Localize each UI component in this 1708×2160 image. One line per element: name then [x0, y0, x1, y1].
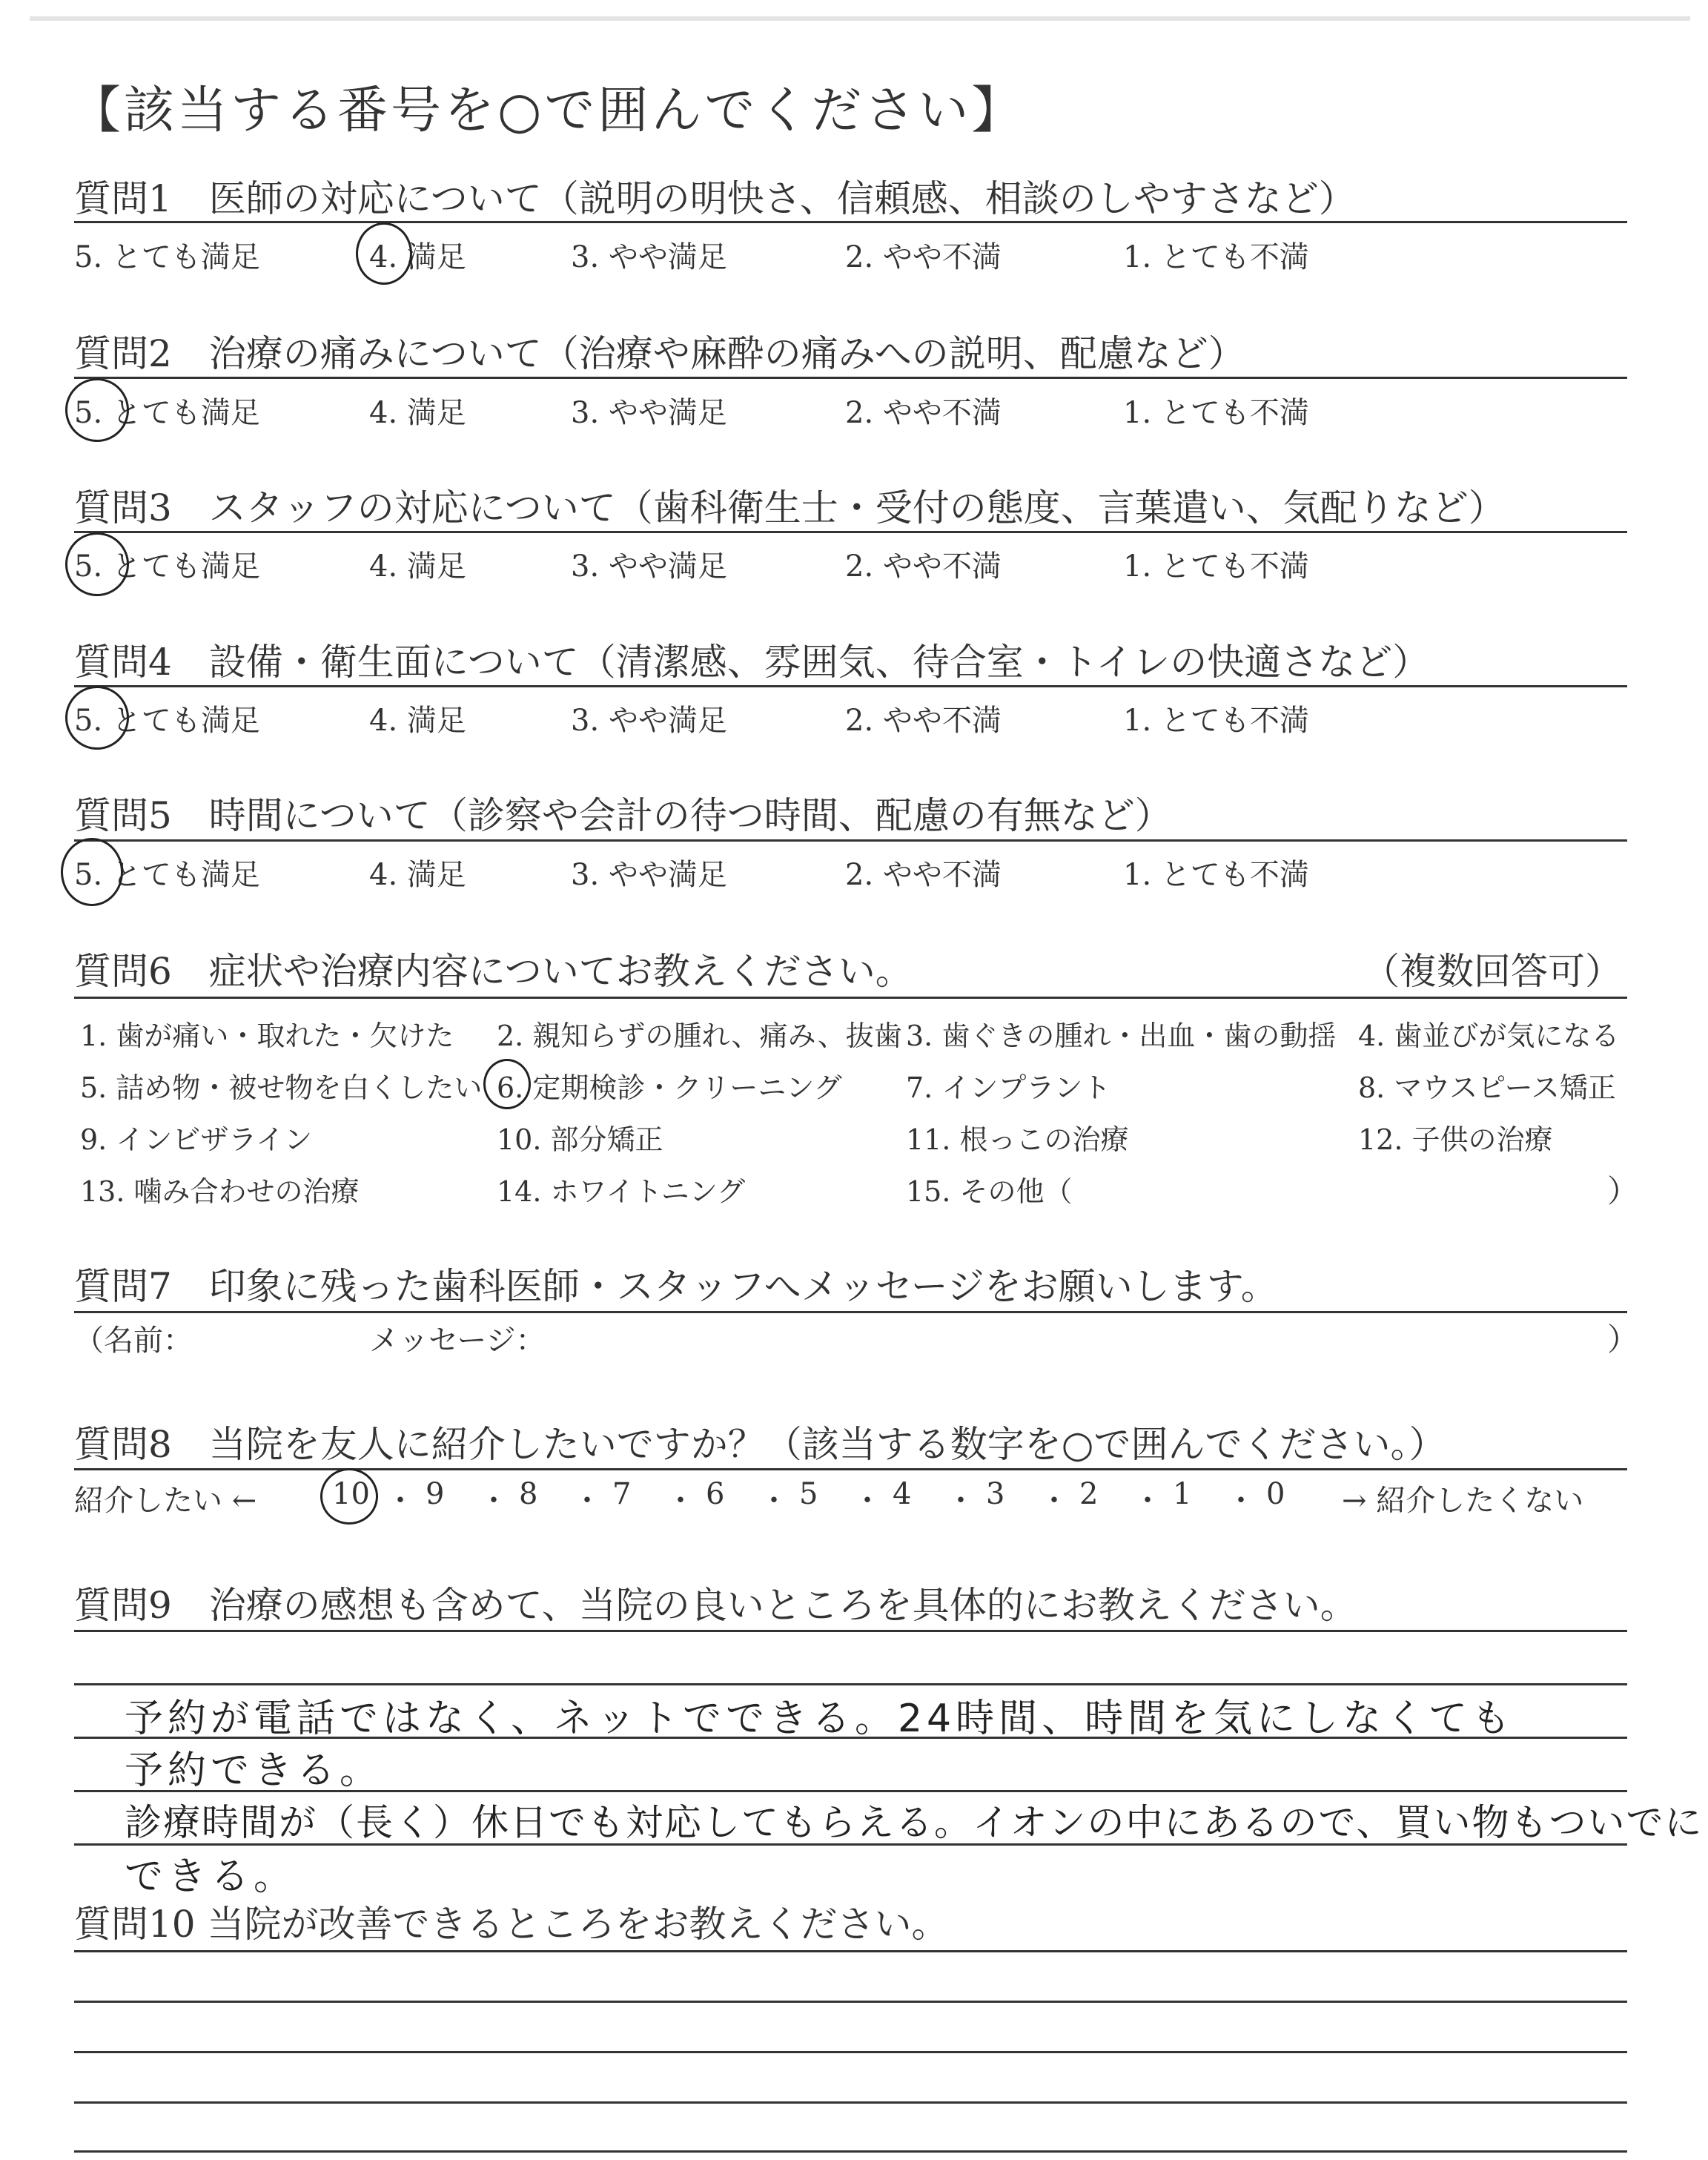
- question-4-rule: [74, 685, 1627, 687]
- q2-option-5[interactable]: 5. とても満足: [74, 396, 260, 430]
- q8-scale-separator: ・: [666, 1484, 695, 1518]
- q8-scale-separator: ・: [1226, 1484, 1256, 1518]
- q9-line-1: [74, 1630, 1627, 1632]
- q2-option-4[interactable]: 4. 満足: [369, 396, 466, 430]
- q8-scale-separator: ・: [853, 1484, 882, 1518]
- q9-handwriting-line-2: 予約できる。: [125, 1748, 383, 1793]
- q8-scale-separator: ・: [479, 1484, 509, 1518]
- q4-option-4[interactable]: 4. 満足: [369, 704, 466, 738]
- q6-option-14[interactable]: 14. ホワイトニング: [497, 1175, 746, 1208]
- q8-scale-value[interactable]: 3: [986, 1477, 1005, 1511]
- q5-option-2[interactable]: 2. やや不満: [845, 858, 1002, 892]
- q10-line-2: [74, 2001, 1627, 2003]
- question-3-rule: [74, 531, 1627, 533]
- question-4-title: 質問4 設備・衛生面について（清潔感、雰囲気、待合室・トイレの快適さなど）: [74, 641, 1430, 684]
- q6-option-1[interactable]: 1. 歯が痛い・取れた・欠けた: [80, 1020, 454, 1052]
- q4-selection-circle: [65, 686, 129, 750]
- q6-selection-circle: [483, 1059, 531, 1109]
- q8-scale-separator: ・: [946, 1484, 976, 1518]
- q8-scale-separator: ・: [572, 1484, 602, 1518]
- q5-option-3[interactable]: 3. やや満足: [571, 858, 727, 892]
- question-2-title: 質問2 治療の痛みについて（治療や麻酔の痛みへの説明、配慮など）: [74, 332, 1245, 375]
- question-6-note: （複数回答可）: [1363, 950, 1622, 993]
- q1-option-4[interactable]: 4. 満足: [369, 240, 466, 274]
- q5-option-5[interactable]: 5. とても満足: [74, 858, 260, 892]
- q8-scale-value[interactable]: 9: [426, 1477, 445, 1511]
- q4-option-2[interactable]: 2. やや不満: [845, 704, 1002, 738]
- q8-scale-separator: ・: [1039, 1484, 1069, 1518]
- q5-selection-circle: [61, 838, 123, 906]
- q8-scale-value[interactable]: 10: [332, 1477, 370, 1511]
- q6-option-13[interactable]: 13. 噛み合わせの治療: [80, 1175, 360, 1208]
- q3-option-4[interactable]: 4. 満足: [369, 549, 466, 584]
- q6-option-7[interactable]: 7. インプラント: [906, 1071, 1111, 1104]
- q3-option-1[interactable]: 1. とても不満: [1123, 549, 1309, 584]
- q8-scale-separator: ・: [385, 1484, 415, 1518]
- q7-message-label: メッセージ：: [369, 1324, 546, 1358]
- q8-scale-value[interactable]: 5: [799, 1477, 818, 1511]
- q8-scale-separator: ・: [759, 1484, 789, 1518]
- q8-right-label: → 紹介したくない: [1342, 1484, 1584, 1518]
- q2-option-1[interactable]: 1. とても不満: [1123, 396, 1309, 430]
- q1-option-1[interactable]: 1. とても不満: [1123, 240, 1309, 274]
- q1-option-5[interactable]: 5. とても満足: [74, 240, 260, 274]
- q4-option-5[interactable]: 5. とても満足: [74, 704, 260, 738]
- q8-scale-value[interactable]: 1: [1173, 1477, 1192, 1511]
- question-1-title: 質問1 医師の対応について（説明の明快さ、信頼感、相談のしやすさなど）: [74, 177, 1356, 220]
- q2-option-2[interactable]: 2. やや不満: [845, 396, 1002, 430]
- q6-other-close-paren: ）: [1607, 1173, 1639, 1209]
- question-1-rule: [74, 221, 1627, 223]
- q3-option-3[interactable]: 3. やや満足: [571, 549, 727, 584]
- q3-selection-circle: [65, 532, 129, 596]
- q3-option-5[interactable]: 5. とても満足: [74, 549, 260, 584]
- question-7-rule: [74, 1311, 1627, 1313]
- q6-option-15[interactable]: 15. その他（: [906, 1175, 1073, 1208]
- question-3-title: 質問3 スタッフの対応について（歯科衛生士・受付の態度、言葉遣い、気配りなど）: [74, 486, 1506, 529]
- q1-option-2[interactable]: 2. やや不満: [845, 240, 1002, 274]
- q6-option-5[interactable]: 5. 詰め物・被せ物を白くしたい: [80, 1071, 483, 1104]
- q8-left-label: 紹介したい ←: [74, 1484, 257, 1518]
- q6-option-4[interactable]: 4. 歯並びが気になる: [1358, 1020, 1620, 1052]
- question-9-title: 質問9 治療の感想も含めて、当院の良いところを具体的にお教えください。: [74, 1584, 1357, 1627]
- q9-handwriting-line-3: 診療時間が（長く）休日でも対応してもらえる。イオンの中にあるので、買い物もついでに: [125, 1801, 1704, 1844]
- q9-handwriting-line-1: 予約が電話ではなく、ネットでできる。24時間、時間を気にしなくても: [125, 1697, 1515, 1741]
- q6-option-3[interactable]: 3. 歯ぐきの腫れ・出血・歯の動揺: [906, 1020, 1337, 1052]
- q3-option-2[interactable]: 2. やや不満: [845, 549, 1002, 584]
- q6-option-8[interactable]: 8. マウスピース矯正: [1358, 1071, 1616, 1104]
- question-2-rule: [74, 377, 1627, 379]
- q6-option-9[interactable]: 9. インビザライン: [80, 1123, 313, 1156]
- q8-scale-value[interactable]: 8: [519, 1477, 538, 1511]
- q7-close-paren: ）: [1607, 1321, 1639, 1358]
- q9-line-2: [74, 1683, 1627, 1685]
- q6-option-6[interactable]: 6. 定期検診・クリーニング: [497, 1071, 842, 1104]
- q6-option-10[interactable]: 10. 部分矯正: [497, 1123, 663, 1156]
- question-6-title: 質問6 症状や治療内容についてお教えください。: [74, 950, 913, 993]
- q2-selection-circle: [65, 378, 129, 442]
- q5-option-1[interactable]: 1. とても不満: [1123, 858, 1309, 892]
- q4-option-3[interactable]: 3. やや満足: [571, 704, 727, 738]
- question-5-rule: [74, 839, 1627, 842]
- q4-option-1[interactable]: 1. とても不満: [1123, 704, 1309, 738]
- question-6-rule: [74, 997, 1627, 999]
- q6-option-12[interactable]: 12. 子供の治療: [1358, 1123, 1553, 1156]
- q2-option-3[interactable]: 3. やや満足: [571, 396, 727, 430]
- q8-scale-value[interactable]: 2: [1079, 1477, 1099, 1511]
- q7-name-label: （名前：: [74, 1324, 193, 1358]
- question-10-title: 質問10 当院が改善できるところをお教えください。: [74, 1903, 949, 1946]
- question-5-title: 質問5 時間について（診察や会計の待つ時間、配慮の有無など）: [74, 794, 1172, 837]
- q8-scale-value[interactable]: 6: [706, 1477, 725, 1511]
- q10-line-1: [74, 1950, 1627, 1952]
- question-8-rule: [74, 1468, 1627, 1470]
- q8-selection-circle: [320, 1468, 378, 1525]
- q6-option-2[interactable]: 2. 親知らずの腫れ、痛み、抜歯: [497, 1020, 902, 1052]
- q5-option-4[interactable]: 4. 満足: [369, 858, 466, 892]
- q1-selection-circle: [356, 222, 412, 285]
- question-8-title: 質問8 当院を友人に紹介したいですか？（該当する数字を○で囲んでください。）: [74, 1423, 1446, 1466]
- q9-handwriting-line-4: できる。: [125, 1855, 297, 1899]
- q8-scale-value[interactable]: 7: [612, 1477, 632, 1511]
- question-7-title: 質問7 印象に残った歯科医師・スタッフへメッセージをお願いします。: [74, 1265, 1278, 1308]
- q10-line-4: [74, 2101, 1627, 2104]
- q10-line-3: [74, 2051, 1627, 2053]
- q10-line-5: [74, 2150, 1627, 2153]
- page-title: 【該当する番号を○で囲んでください】: [70, 82, 1025, 140]
- q8-scale-value[interactable]: 0: [1266, 1477, 1285, 1511]
- q8-scale-value[interactable]: 4: [893, 1477, 912, 1511]
- q6-option-11[interactable]: 11. 根っこの治療: [906, 1123, 1129, 1156]
- q1-option-3[interactable]: 3. やや満足: [571, 240, 727, 274]
- q8-scale-separator: ・: [1133, 1484, 1162, 1518]
- page-top-edge: [30, 16, 1690, 21]
